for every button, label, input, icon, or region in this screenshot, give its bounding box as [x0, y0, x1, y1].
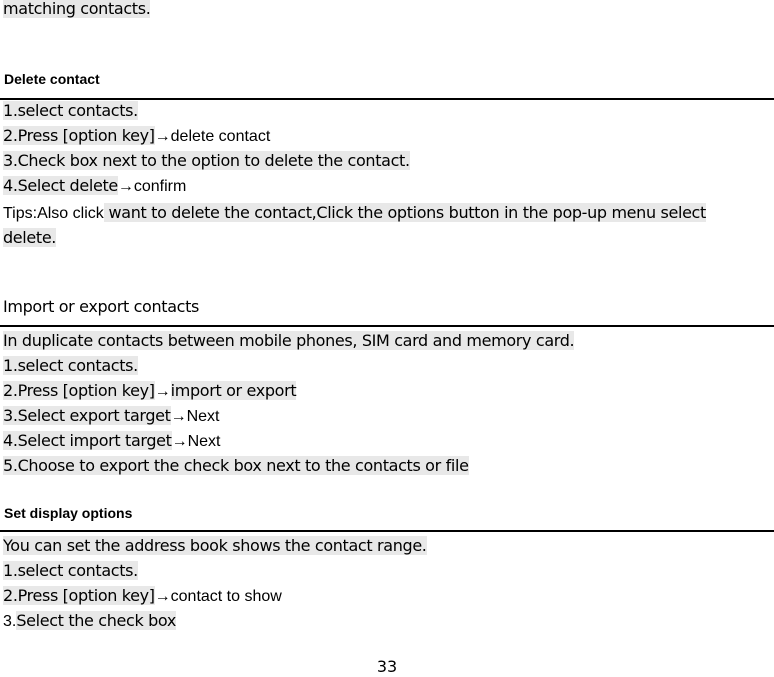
display-step-3: 3.Select the check box	[3, 611, 176, 630]
delete-step-1: 1.select contacts.	[3, 101, 138, 120]
display-step-1: 1.select contacts.	[3, 561, 138, 580]
section-heading-import-export: Import or export contacts	[3, 297, 200, 316]
import-export-step-5: 5.Choose to export the check box next to the contacts or file	[3, 456, 469, 475]
import-export-intro: In duplicate contacts between mobile phones, SIM card and memory card.	[3, 331, 575, 350]
import-export-step-4: 4.Select import target→Next	[3, 431, 221, 450]
paragraph-continuation: matching contacts.	[3, 0, 151, 18]
import-export-step-3: 3.Select export target→Next	[3, 406, 220, 425]
delete-step-3: 3.Check box next to the option to delete the contact.	[3, 151, 410, 170]
section-divider	[0, 530, 774, 532]
section-heading-delete-contact: Delete contact	[4, 71, 100, 87]
display-step-2: 2.Press [option key]→contact to show	[3, 586, 282, 605]
delete-tip-continued: delete.	[3, 228, 57, 247]
section-divider	[0, 325, 774, 327]
page-number: 33	[376, 657, 398, 676]
delete-step-4: 4.Select delete→confirm	[3, 176, 187, 195]
section-heading-display-options: Set display options	[4, 505, 133, 521]
import-export-step-1: 1.select contacts.	[3, 356, 138, 375]
delete-tip: Tips:Also click want to delete the contact,Click the options button in the pop-up menu select	[3, 203, 706, 222]
section-divider	[0, 98, 774, 100]
delete-step-2: 2.Press [option key]→delete contact	[3, 126, 271, 145]
display-intro: You can set the address book shows the contact range.	[3, 536, 427, 555]
import-export-step-2: 2.Press [option key]→import or export	[3, 381, 297, 400]
